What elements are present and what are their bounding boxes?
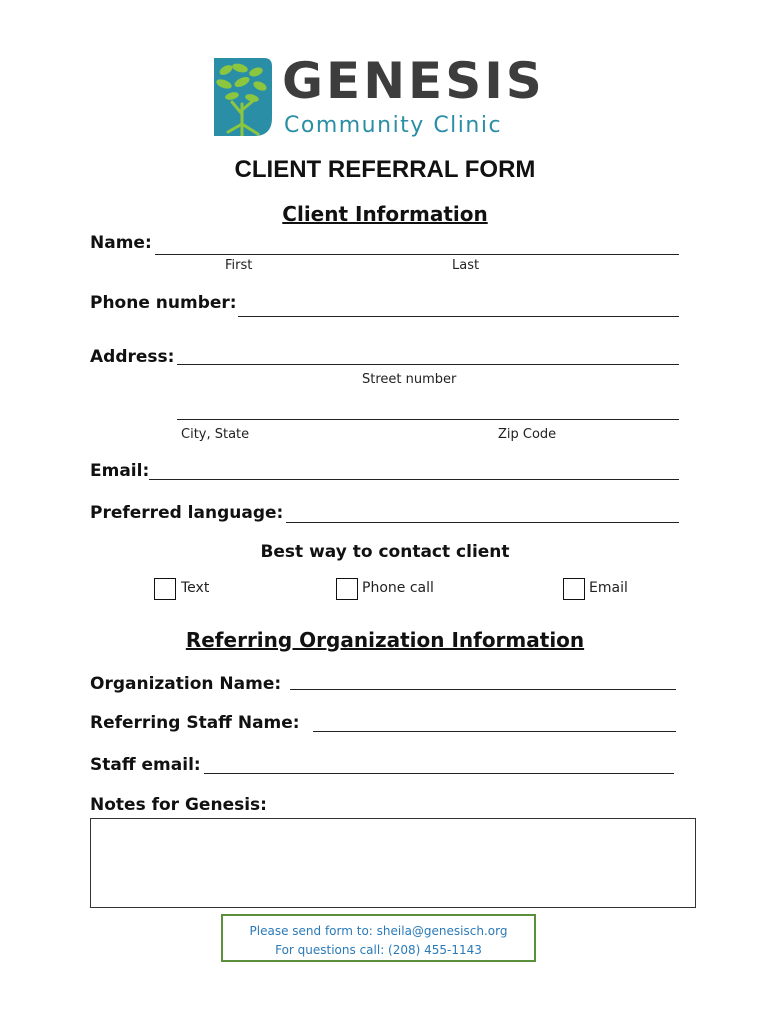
staff-email-field[interactable] [204, 773, 674, 774]
street-field[interactable] [177, 364, 679, 365]
send-form-line: Please send form to: sheila@genesisch.org [249, 924, 508, 938]
staff-email-label: Staff email: [90, 755, 201, 775]
phone-call-option-label: Phone call [362, 580, 434, 596]
notes-label: Notes for Genesis: [90, 795, 267, 815]
email-option-label: Email [589, 580, 628, 596]
org-name-label: Organization Name: [90, 674, 282, 694]
address-label: Address: [90, 347, 175, 367]
text-checkbox[interactable] [154, 578, 176, 600]
language-field[interactable] [286, 522, 679, 523]
email-field[interactable] [149, 479, 679, 480]
phone-field[interactable] [238, 316, 679, 317]
logo-tree-icon [212, 58, 272, 136]
first-hint: First [225, 258, 253, 273]
city-zip-field[interactable] [177, 419, 679, 420]
questions-line: For questions call: (208) 455-1143 [275, 943, 482, 957]
language-label: Preferred language: [90, 503, 284, 523]
logo-wordmark: GENESIS [282, 52, 545, 110]
email-label: Email: [90, 461, 150, 481]
last-hint: Last [452, 258, 480, 273]
contact-heading: Best way to contact client [260, 542, 510, 562]
text-option-label: Text [181, 580, 210, 596]
org-info-heading: Referring Organization Information [185, 628, 585, 652]
notes-textarea[interactable] [90, 818, 696, 908]
form-title: CLIENT REFERRAL FORM [234, 156, 536, 183]
phone-call-checkbox[interactable] [336, 578, 358, 600]
staff-name-field[interactable] [313, 731, 676, 732]
org-name-field[interactable] [290, 689, 676, 690]
phone-label: Phone number: [90, 293, 237, 313]
email-checkbox[interactable] [563, 578, 585, 600]
footer-contact-box [221, 914, 536, 962]
name-field[interactable] [155, 254, 679, 255]
city-hint: City, State [181, 427, 250, 442]
street-hint: Street number [362, 372, 457, 387]
logo-tagline: Community Clinic [284, 113, 503, 138]
staff-name-label: Referring Staff Name: [90, 713, 300, 733]
name-label: Name: [90, 233, 152, 253]
zip-hint: Zip Code [498, 427, 557, 442]
client-info-heading: Client Information [282, 202, 488, 226]
